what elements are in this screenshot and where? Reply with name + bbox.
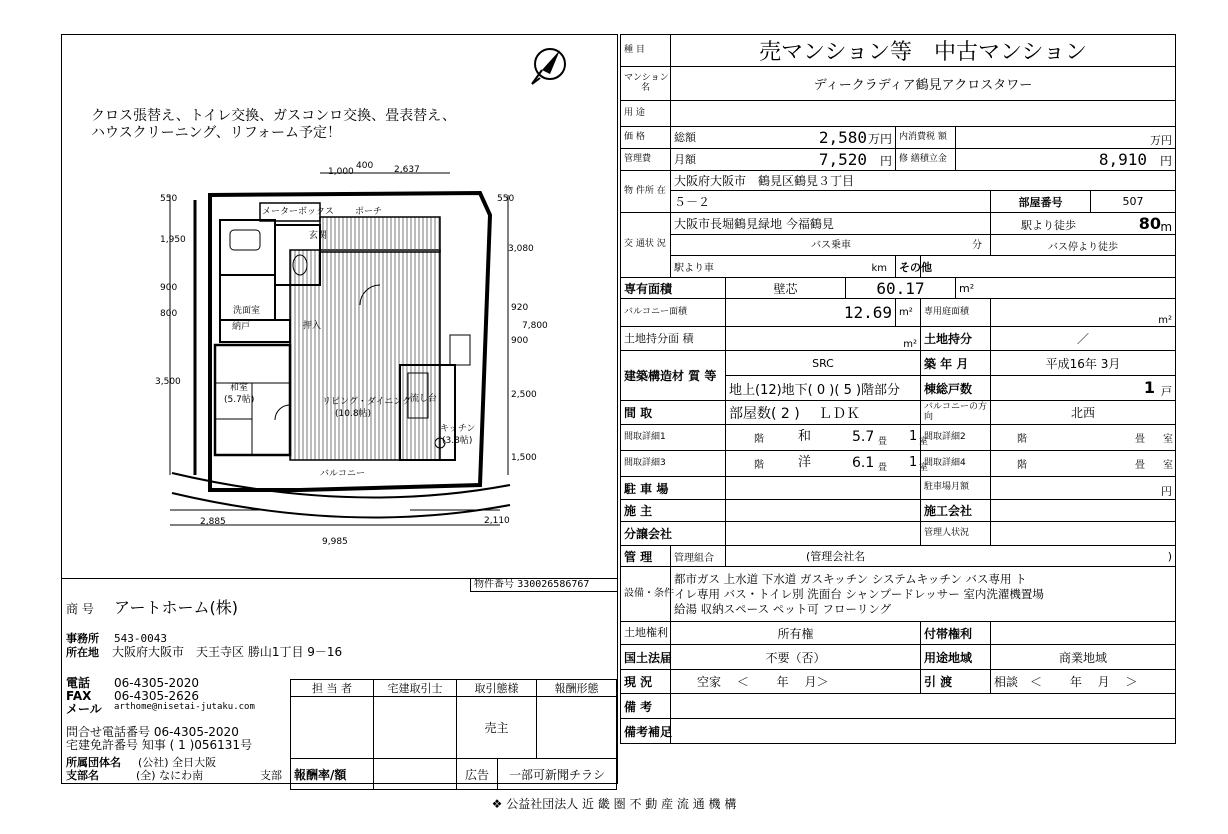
floors-value: 地上(12)地下( 0 )( 5 )階部分 [726, 376, 921, 401]
name-label [621, 67, 671, 101]
built-label: 築 年 月 [921, 351, 991, 376]
detail3-room: 室 [919, 463, 929, 473]
equipment-line2: イレ専用 バス・トイレ別 洗面台 シャンプードレッサー 室内洗濯機置場 [674, 586, 1044, 601]
name-label-2: 名 [640, 82, 650, 93]
mgmt-sub: 月額 [674, 153, 696, 166]
room-washitsu-size: (5.7帖) [224, 395, 255, 405]
attached-right-label: 付帯権利 [921, 622, 991, 645]
area-method: 壁芯 [726, 278, 846, 299]
mail-label: メール [66, 702, 102, 716]
detail2-floor: 階 [1017, 434, 1027, 445]
units-label: 棟総戸数 [921, 376, 991, 401]
dim-right-f: 7,800 [522, 321, 548, 331]
detail1-floor: 階 [754, 434, 764, 445]
room-kitchen: キッチン [440, 424, 476, 434]
bus-label: バス乗車 [811, 240, 851, 251]
col-mode: 取引態様 [457, 680, 537, 697]
price-value: 2,580 [818, 128, 867, 147]
transaction-mode: 売主 [457, 697, 537, 759]
footer-org: 公益社団法人 近 畿 圏 不 動 産 流 通 機 構 [506, 797, 737, 811]
branch-label: 支部名 [66, 769, 99, 782]
room-balcony: バルコニー [320, 469, 366, 479]
builder-label: 施工会社 [921, 500, 991, 522]
type-label: 種 目 [621, 35, 671, 67]
parking-fee-label: 駐車場月額 [921, 477, 991, 500]
location-line1: 大阪府大阪市 鶴見区鶴見３丁目 [671, 171, 1176, 191]
tel-label: 電話 [66, 676, 91, 690]
detail3-unit: 畳 [878, 463, 888, 473]
traffic-line: 大阪市長堀鶴見緑地 今福鶴見 [671, 213, 991, 235]
detail1-count: 1 [909, 429, 918, 444]
equipment-label: 設備・条件 [621, 567, 671, 622]
parking-fee-unit: 円 [991, 477, 1176, 500]
dim-bottom-c: 9,985 [322, 537, 348, 547]
compass-icon [528, 44, 568, 88]
direction-value: 北西 [991, 401, 1176, 425]
dim-top-b: 400 [356, 161, 374, 171]
zone-label: 用途地域 [921, 645, 991, 670]
garden-unit: m² [991, 299, 1176, 327]
dim-left-d: 800 [160, 309, 178, 319]
detail4-floor: 階 [1017, 460, 1027, 471]
land-right-value: 所有権 [671, 622, 921, 645]
room-genkan: 玄関 [309, 231, 328, 241]
status-label: 現 況 [621, 670, 671, 694]
room-storage: 納戸 [232, 322, 251, 332]
mgmt-unit: 円 [879, 154, 892, 168]
inquiry-phone: 問合せ電話番号 06-4305-2020 [66, 725, 239, 739]
tax-label: 内消費税 額 [896, 127, 956, 149]
col-person: 担 当 者 [291, 680, 374, 697]
dim-top-c: 2,637 [394, 165, 420, 175]
room-kitchen-size: (3.8帖) [442, 436, 473, 446]
remarks-supplement-label: 備考補足 [621, 719, 671, 744]
admin-close: ) [1167, 550, 1173, 563]
walk-minutes: 80 [1138, 214, 1162, 233]
room-ldk-size: (10.8帖) [335, 409, 372, 419]
renovation-note-line1: クロス張替え、トイレ交換、ガスコンロ交換、畳表替え、 [91, 108, 456, 124]
traffic-label: 交 通状 況 [621, 213, 671, 278]
attached-right-value [991, 622, 1176, 645]
national-land-law-label: 国土法届 [621, 645, 671, 670]
mgmt-label: 管理費 [621, 149, 671, 171]
dim-bottom-b: 2,110 [484, 516, 510, 526]
agent-table [290, 679, 617, 790]
status-value: 空家 ＜ 年 月＞ [671, 670, 921, 694]
handover-label: 引 渡 [921, 670, 991, 694]
walk-unit: m [1160, 220, 1173, 234]
layout-label: 間 取 [621, 401, 726, 425]
fax-value: 06-4305-2626 [114, 689, 200, 703]
branch-value: (全) なにわ南 [136, 769, 204, 782]
land-right-label: 土地権利 [621, 622, 671, 645]
association-label: 所属団体名 [66, 756, 121, 769]
detail4-label: 間取詳細4 [921, 451, 991, 477]
property-number-label: 物件番号 [474, 579, 514, 590]
office-label: 事務所 [66, 632, 99, 645]
garden-label: 専用庭面積 [921, 299, 991, 327]
detail2-unit: 畳 [1135, 434, 1146, 445]
parking-label: 駐 車 場 [621, 477, 726, 500]
units-value: 1 [1143, 378, 1156, 397]
car-label: 駅より車 [674, 263, 714, 274]
dim-right-d: 900 [511, 336, 529, 346]
dim-top-a: 1,000 [328, 167, 354, 177]
name-label-1: マンション [624, 73, 669, 84]
col-broker: 宅建取引士 [374, 680, 457, 697]
dim-bottom-a: 2,885 [200, 517, 226, 527]
land-area-unit: m² [726, 327, 921, 351]
area-label: 専有面積 [621, 278, 726, 299]
detail4-room: 室 [1163, 460, 1174, 471]
owner-value [726, 500, 921, 522]
manager-status-value [991, 522, 1176, 546]
balcony-label: バルコニー面積 [621, 299, 726, 327]
mgmt-fee: 7,520 [818, 150, 867, 169]
building-name: ディークラディア鶴見アクロスタワー [671, 67, 1176, 101]
dim-left-e: 3,500 [155, 377, 181, 387]
builder-value [991, 500, 1176, 522]
detail4-unit: 畳 [1135, 460, 1146, 471]
license-number: 宅建免許番号 知事 ( 1 )056131号 [66, 738, 253, 752]
units-unit: 戸 [1161, 385, 1173, 398]
detail2-room: 室 [1163, 434, 1174, 445]
admin-label: 管 理 [621, 546, 671, 567]
detail1-room: 室 [919, 437, 929, 447]
fee-cell [537, 697, 617, 759]
repair-unit: 円 [1160, 154, 1173, 168]
manager-status-label: 管理人状況 [921, 522, 991, 546]
trade-name: アートホーム(株) [114, 598, 239, 617]
owner-label: 施 主 [621, 500, 726, 522]
room-meter: メーターボックス [262, 207, 334, 217]
trade-name-label: 商 号 [66, 602, 94, 616]
detail3-size: 6.1 [852, 455, 875, 471]
office-postal: 543-0043 [114, 632, 167, 645]
area-value: 60.17 [846, 278, 956, 299]
col-fee: 報酬形態 [537, 680, 617, 697]
admin-value: 管理組合 [671, 546, 726, 567]
property-type: 売マンション等 中古マンション [671, 35, 1176, 67]
ad-label: 広告 [457, 759, 498, 789]
dim-right-a: 550 [497, 194, 515, 204]
location-label: 物 件所 在 [621, 171, 671, 213]
detail3-type: 洋 [798, 455, 812, 470]
land-share-value: ／ [991, 327, 1176, 351]
detail3-floor: 階 [754, 460, 764, 471]
parking-value [726, 477, 921, 500]
seller-value [726, 522, 921, 546]
footer [0, 795, 1228, 812]
dim-left-c: 900 [160, 283, 178, 293]
other-label: その他 [896, 256, 921, 278]
remarks-supplement-value [671, 719, 1176, 744]
broker-cell [374, 697, 457, 759]
dim-left-b: 1,950 [160, 235, 186, 245]
built-value: 平成16年 3月 [991, 351, 1176, 376]
repair-fee: 8,910 [1098, 150, 1148, 169]
tax-unit: 万円 [956, 127, 1176, 149]
detail2-label: 間取詳細2 [921, 425, 991, 451]
fee-rate-value [374, 759, 457, 790]
association-value: (公社) 全日大阪 [138, 756, 217, 769]
bus-walk: バス停より徒歩 [991, 235, 1176, 256]
land-area-label: 土地持分面 積 [621, 327, 726, 351]
bus-unit: 分 [972, 240, 982, 251]
dim-right-e: 2,500 [511, 390, 537, 400]
balcony-unit: m² [896, 299, 921, 327]
branch-suffix: 支部 [260, 769, 282, 782]
detail1-unit: 畳 [878, 437, 888, 447]
floor-plan-drawing [150, 155, 540, 550]
detail3-count: 1 [909, 455, 918, 470]
detail1-type: 和 [798, 429, 812, 444]
car-unit: km [871, 263, 887, 274]
price-unit: 万円 [867, 132, 892, 146]
walk-label: 駅より徒歩 [1021, 219, 1076, 232]
association-logo-icon: ❖ [491, 797, 503, 811]
room-number-label: 部屋番号 [991, 191, 1091, 213]
seller-label: 分譲会社 [621, 522, 726, 546]
mail-value[interactable]: arthome@nisetai-jutaku.com [114, 702, 255, 712]
office-address: 大阪府大阪市 天王寺区 勝山1丁目 9－16 [112, 645, 343, 659]
national-land-law-value: 不要（否） [671, 645, 921, 670]
structure-label: 建築構造材 質 等 [621, 351, 726, 401]
area-unit: m² [956, 278, 1176, 299]
ad-value: 一部可新聞チラシ [508, 767, 605, 782]
property-number-box [470, 578, 618, 592]
fax-label: FAX [66, 689, 92, 703]
room-wash: 洗面室 [233, 306, 261, 316]
admin-company: (管理会社名 [806, 550, 866, 563]
spec-table [620, 34, 1176, 744]
layout-value: 部屋数( 2 ) ＬＤＫ [726, 401, 921, 425]
zone-value: 商業地域 [991, 645, 1176, 670]
dim-left-a: 550 [160, 194, 178, 204]
detail1-size: 5.7 [852, 429, 875, 445]
remarks-label: 備 考 [621, 694, 671, 719]
use-value [671, 101, 1176, 127]
price-label: 価 格 [621, 127, 671, 149]
handover-value: 相談 ＜ 年 月 ＞ [991, 670, 1176, 694]
room-sink: 流し台 [410, 394, 438, 404]
location-line2: ５－２ [671, 191, 991, 213]
use-label: 用 途 [621, 101, 671, 127]
direction-label: バルコニーの方 向 [921, 401, 991, 425]
balcony-area: 12.69 [726, 299, 896, 327]
detail3-label: 間取詳細3 [621, 451, 726, 477]
renovation-note-line2: ハウスクリーニング、リフォーム予定！ [91, 125, 342, 141]
structure-value: SRC [726, 351, 921, 376]
room-porch: ポーチ [355, 207, 383, 217]
remarks-value [671, 694, 1176, 719]
person-cell [291, 697, 374, 759]
room-number: 507 [1091, 191, 1176, 213]
room-ldk: リビング・ダイニング [322, 397, 412, 407]
property-number: 330026586767 [517, 579, 590, 590]
fee-rate-label: 報酬率/額 [291, 759, 374, 790]
price-sub: 総額 [674, 131, 696, 144]
detail1-label: 間取詳細1 [621, 425, 726, 451]
room-closet: 押入 [303, 321, 322, 331]
dim-right-b: 3,080 [508, 244, 534, 254]
room-washitsu: 和室 [230, 383, 249, 393]
dim-right-c: 920 [511, 303, 529, 313]
equipment-line1: 都市ガス 上水道 下水道 ガスキッチン システムキッチン バス専用 ト [674, 571, 1027, 586]
land-share-label: 土地持分 [921, 327, 991, 351]
address-label: 所在地 [66, 646, 99, 659]
repair-label: 修 繕積立金 [896, 149, 956, 171]
tel-value: 06-4305-2020 [114, 676, 200, 690]
dim-right-g: 1,500 [511, 453, 537, 463]
equipment-line3: 給湯 収納スペース ペット可 フローリング [674, 601, 892, 616]
